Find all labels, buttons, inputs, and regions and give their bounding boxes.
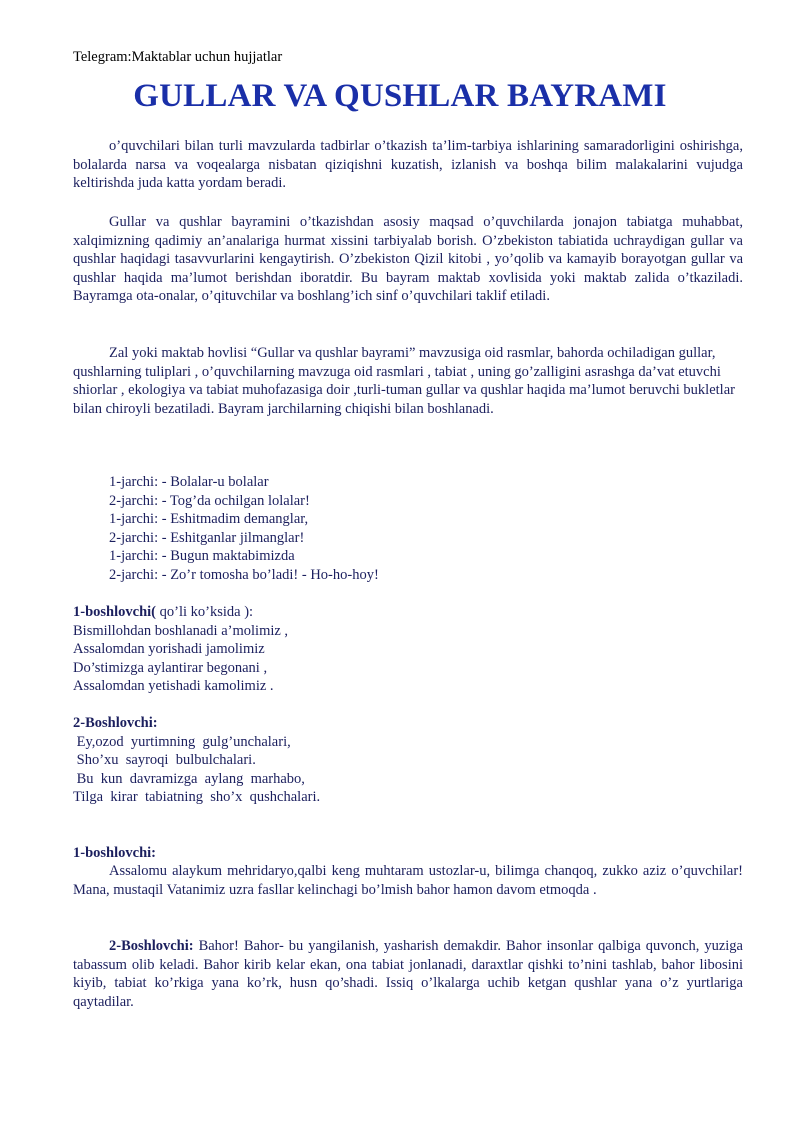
verse-line: Bismillohdan boshlanadi a’molimiz , [73, 622, 289, 639]
heralds-dialog [109, 473, 379, 585]
dialog-line: 2-jarchi: - Eshitganlar jilmanglar! [109, 529, 305, 546]
verse-line: Do’stimizga aylantirar begonani , [73, 659, 268, 676]
document-title: GULLAR VA QUSHLAR BAYRAMI [133, 78, 667, 114]
verse-line: Assalomdan yetishadi kamolimiz . [73, 678, 274, 695]
speech-first-text: Assalomu alaykum mehridaryo,qalbi keng muhtaram ustozlar-u, bilimga chanqoq, zukko aziz o’quvchilar! Mana, mustaqil Vatanimiz uzra fasllar kelinchagi bo’lmish bahor hamon davom etmoqda . [73, 863, 743, 898]
paragraph-intro: o’quvchilari bilan turli mavzularda tadbirlar o’tkazish ta’lim-tarbiya ishlarining samaradorligini oshirishga, bolalarda narsa va voqealarga nisbatan qiziqishni kuzatish, izlanish va boshqa bilim malakalarini vujudga keltirishda juda katta yordam beradi. [73, 138, 743, 191]
dialog-line: 1-jarchi: - Eshitmadim demanglar, [109, 511, 309, 528]
dialog-line: 2-jarchi: - Zo’r tomosha bo’ladi! - Ho-ho-hoy! [109, 566, 379, 583]
speech-second-text: Bahor! Bahor- bu yangilanish, yasharish demakdir. Bahor insonlar qalbiga quvonch, yuziga tabassum olib keladi. Bahor kirib kelar ekan, ona tabiat jonlanadi, daraxtlar qishki to’nini tashlab, bahor libosini kiyib, tabiat ko’rkiga yana ko’rk, husn qo’shadi. Issiq o’lkalarga uchib ketgan qushlar yana o’z yurtlariga qaytadilar. [73, 938, 743, 1010]
speaker-label: 1-boshlovchi: [73, 845, 156, 861]
speaker-label: 2-Boshlovchi: [73, 715, 158, 731]
verse-line: Tilga kirar tabiatning sho’x qushchalari. [73, 789, 321, 806]
verse-heading [73, 603, 288, 622]
paragraph-decoration: Zal yoki maktab hovlisi “Gullar va qushlar bayrami” mavzusiga oid rasmlar, bahorda ochiladigan gullar, qushlarning tuliplari , o’quvchilarning mavzuga oid rasmlari , tabiat , uning go’zalligini asrashga da’vat etuvchi shiorlar , ekologiya va tabiat muhofazasiga doir ,turli-tuman gullar va qushlar haqida ma’lumot beruvchi bukletlar bilan chiroyli bezatiladi. Bayram jarchilarning chiqishi bilan boshlanadi. [73, 345, 735, 417]
dialog-line: 2-jarchi: - Tog’da ochilgan lolalar! [109, 492, 310, 509]
verse-line: Assalomdan yorishadi jamolimiz [73, 641, 265, 658]
verse-line: Ey,ozod yurtimning gulg’unchalari, [73, 733, 291, 750]
dialog-line: 1-jarchi: - Bugun maktabimizda [109, 548, 295, 565]
paragraph-purpose: Gullar va qushlar bayramini o’tkazishdan asosiy maqsad o’quvchilarda jonajon tabiatga muhabbat, xalqimizning qadimiy an’analariga hurmat xissini tarbiyalab borish. O’zbekiston tabiatida uchraydigan gullar va qushlar haqidagi tasavvurlarini kengaytirish. O’zbekiston Qizil kitobi , yo’qolib va kamayib borayotgan gullar va qushlar haqida ma’lumot berishdan iboratdir. Bu bayram maktab xovlisida yoki maktab zalida o’tkaziladi. Bayramga ota-onalar, o’qituvchilar va boshlang’ich sinf o’quvchilari taklif etiladi. [73, 214, 743, 304]
header-note: Telegram:Maktablar uchun hujjatlar [73, 49, 283, 65]
speech-second [73, 937, 743, 1011]
verse-line: Bu kun davramizga aylang marhabo, [73, 770, 305, 787]
speech-first-heading [73, 844, 156, 863]
dialog-line: 1-jarchi: - Bolalar-u bolalar [109, 474, 269, 490]
verse-first-host [73, 603, 288, 696]
verse-line: Sho’xu sayroqi bulbulchalari. [73, 752, 256, 769]
speaker-note: qo’li ko’ksida ): [156, 604, 254, 620]
verse-second-host [73, 714, 320, 807]
speaker-label: 1-boshlovchi( [73, 604, 156, 620]
speaker-label: 2-Boshlovchi: [109, 938, 194, 954]
